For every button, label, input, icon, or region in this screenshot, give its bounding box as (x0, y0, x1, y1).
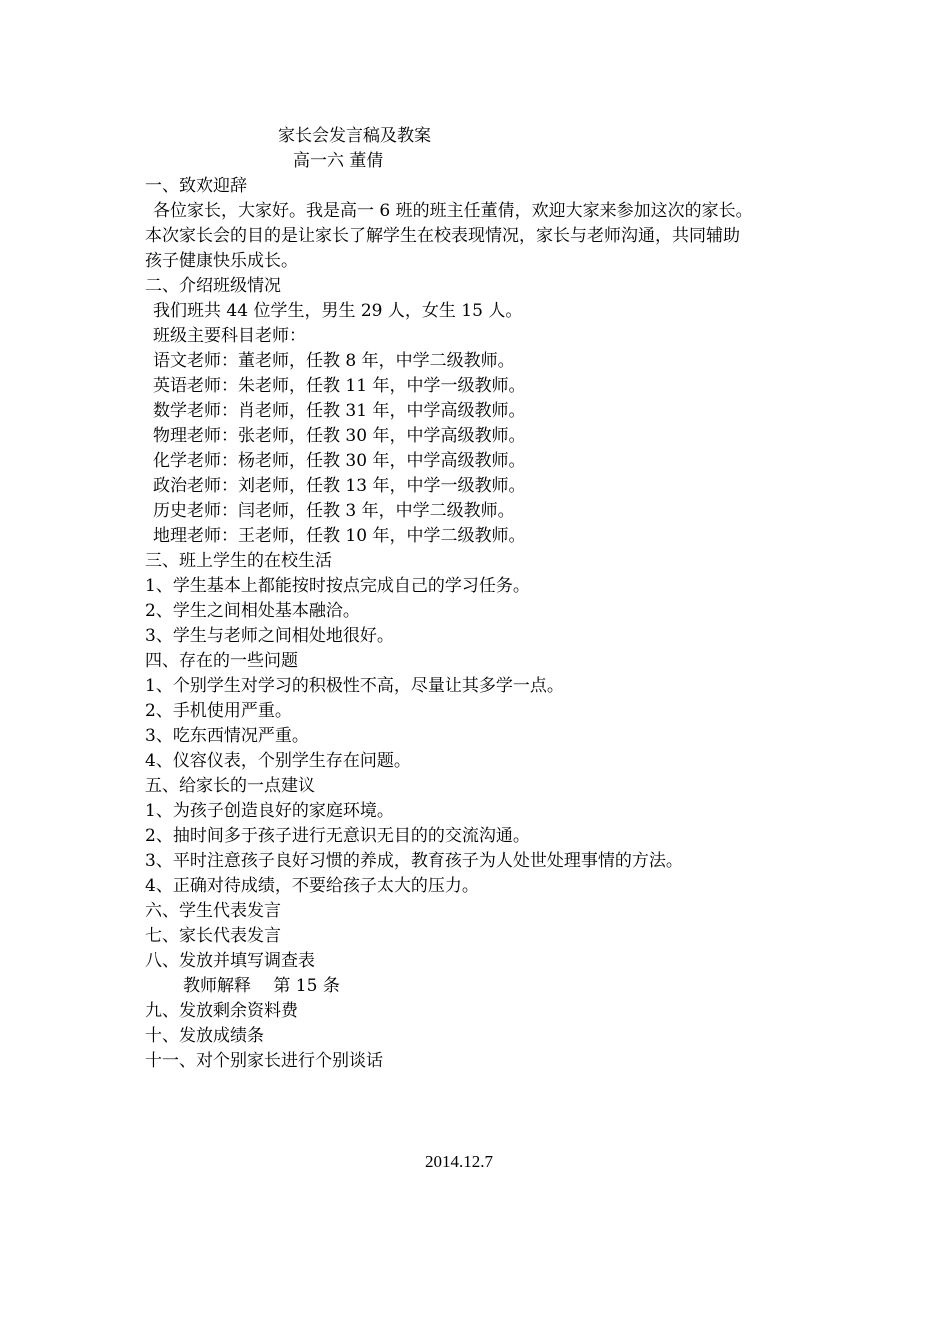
teacher-item: 政治老师：刘老师，任教 13 年，中学一级教师。 (153, 476, 526, 496)
section-heading-problems: 四、存在的一些问题 (145, 651, 298, 671)
section-heading-talks: 十一、对个别家长进行个别谈话 (145, 1051, 383, 1071)
welcome-paragraph-line: 孩子健康快乐成长。 (145, 251, 298, 271)
document-subtitle: 高一六 董倩 (293, 151, 384, 171)
teacher-item: 地理老师：王老师，任教 10 年，中学二级教师。 (153, 526, 526, 546)
section-heading-class-info: 二、介绍班级情况 (145, 276, 281, 296)
list-item: 1、个别学生对学习的积极性不高，尽量让其多学一点。 (145, 676, 564, 696)
teachers-intro: 班级主要科目老师： (153, 326, 306, 346)
section-heading-survey: 八、发放并填写调查表 (145, 951, 315, 971)
section-heading-welcome: 一、致欢迎辞 (145, 176, 247, 196)
list-item: 4、正确对待成绩，不要给孩子太大的压力。 (145, 876, 479, 896)
section-heading-school-life: 三、班上学生的在校生活 (145, 551, 332, 571)
section-heading-grades: 十、发放成绩条 (145, 1026, 264, 1046)
list-item: 1、学生基本上都能按时按点完成自己的学习任务。 (145, 576, 530, 596)
document-title: 家长会发言稿及教案 (278, 126, 431, 146)
list-item: 4、仪容仪表，个别学生存在问题。 (145, 751, 411, 771)
teacher-item: 英语老师：朱老师，任教 11 年，中学一级教师。 (153, 376, 526, 396)
list-item: 3、学生与老师之间相处地很好。 (145, 626, 394, 646)
class-count: 我们班共 44 位学生，男生 29 人，女生 15 人。 (153, 301, 523, 321)
section-heading-parent-speech: 七、家长代表发言 (145, 926, 281, 946)
welcome-paragraph-line: 本次家长会的目的是让家长了解学生在校表现情况，家长与老师沟通，共同辅助 (145, 226, 740, 246)
teacher-item: 语文老师：董老师，任教 8 年，中学二级教师。 (153, 351, 515, 371)
list-item: 1、为孩子创造良好的家庭环境。 (145, 801, 394, 821)
teacher-item: 历史老师：闫老师，任教 3 年，中学二级教师。 (153, 501, 515, 521)
section-heading-fees: 九、发放剩余资料费 (145, 1001, 298, 1021)
list-item: 3、吃东西情况严重。 (145, 726, 309, 746)
survey-note: 教师解释 第 15 条 (183, 976, 340, 996)
section-heading-suggestions: 五、给家长的一点建议 (145, 776, 315, 796)
list-item: 2、学生之间相处基本融洽。 (145, 601, 360, 621)
teacher-item: 物理老师：张老师，任教 30 年，中学高级教师。 (153, 426, 526, 446)
welcome-paragraph-line: 各位家长，大家好。我是高一 6 班的班主任董倩，欢迎大家来参加这次的家长。 (153, 201, 753, 221)
list-item: 2、手机使用严重。 (145, 701, 292, 721)
document-date: 2014.12.7 (425, 1152, 493, 1171)
teacher-item: 化学老师：杨老师，任教 30 年，中学高级教师。 (153, 451, 526, 471)
section-heading-student-speech: 六、学生代表发言 (145, 901, 281, 921)
list-item: 3、平时注意孩子良好习惯的养成，教育孩子为人处世处理事情的方法。 (145, 851, 683, 871)
teacher-item: 数学老师：肖老师，任教 31 年，中学高级教师。 (153, 401, 526, 421)
list-item: 2、抽时间多于孩子进行无意识无目的的交流沟通。 (145, 826, 530, 846)
